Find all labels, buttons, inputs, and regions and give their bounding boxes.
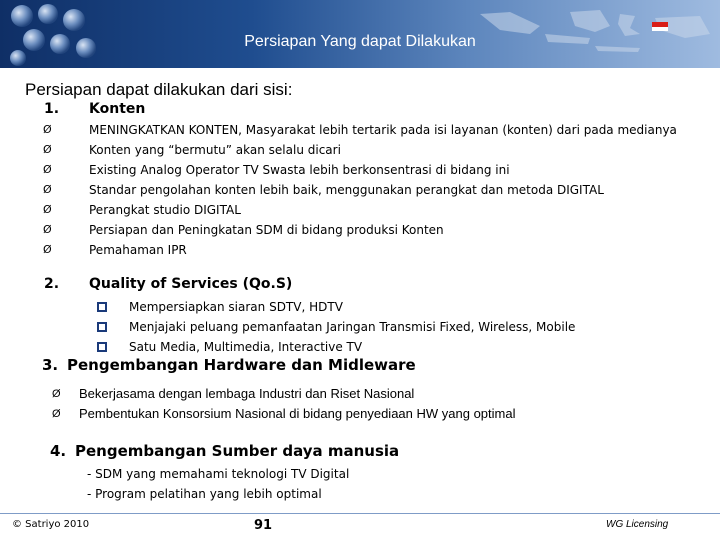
footer-divider	[0, 513, 720, 514]
footer-org: WG Licensing	[606, 519, 669, 530]
header-banner	[0, 0, 720, 68]
arrow-bullet-icon: Ø	[43, 123, 52, 136]
section-3-heading	[0, 356, 720, 376]
arrow-bullet-icon: Ø	[43, 143, 52, 156]
page-number: 91	[254, 518, 273, 533]
arrow-bullet-icon: Ø	[43, 183, 52, 196]
section-2-list	[97, 297, 697, 357]
section-1-list	[0, 120, 720, 260]
arrow-bullet-icon: Ø	[52, 408, 61, 420]
square-bullet-icon	[97, 342, 107, 352]
square-bullet-icon	[97, 322, 107, 332]
section-title: Quality of Services (Qo.S)	[89, 276, 293, 292]
list-item: Ø Persiapan dan Peningkatan SDM di bidang produksi Konten	[0, 220, 720, 240]
page-title: Persiapan Yang dapat Dilakukan	[244, 33, 476, 50]
section-number: 2.	[44, 276, 60, 292]
arrow-bullet-icon: Ø	[43, 163, 52, 176]
section-number: 1.	[44, 101, 60, 117]
list-item: Ø Existing Analog Operator TV Swasta lebih berkonsentrasi di bidang ini	[0, 160, 720, 180]
list-item: Ø Standar pengolahan konten lebih baik, menggunakan perangkat dan metoda DIGITAL	[0, 180, 720, 200]
list-item: Mempersiapkan siaran SDTV, HDTV	[97, 297, 697, 317]
list-item: Ø Perangkat studio DIGITAL	[0, 200, 720, 220]
section-title: Konten	[89, 101, 146, 117]
section-2-heading	[0, 276, 720, 296]
footer-copyright: © Satriyo 2010	[12, 519, 90, 530]
arrow-bullet-icon: Ø	[43, 203, 52, 216]
list-item: Ø MENINGKATKAN KONTEN, Masyarakat lebih tertarik pada isi layanan (konten) dari pada medianya	[0, 120, 720, 140]
list-item: Ø Bekerjasama dengan lembaga Industri dan Riset Nasional	[0, 384, 720, 404]
section-number: 4.	[50, 442, 67, 460]
arrow-bullet-icon: Ø	[43, 223, 52, 236]
section-1-heading	[0, 101, 720, 121]
arrow-bullet-icon: Ø	[52, 388, 61, 400]
section-title: Pengembangan Sumber daya manusia	[75, 442, 400, 460]
list-item: - Program pelatihan yang lebih optimal	[87, 487, 322, 501]
section-4-heading	[0, 442, 720, 462]
list-item: Ø Pembentukan Konsorsium Nasional di bidang penyediaan HW yang optimal	[0, 404, 720, 424]
subtitle: Persiapan dapat dilakukan dari sisi:	[25, 80, 293, 99]
list-item: Ø Konten yang “bermutu” akan selalu dicari	[0, 140, 720, 160]
indonesia-flag-icon	[652, 22, 668, 31]
list-item: Ø Pemahaman IPR	[0, 240, 720, 260]
arrow-bullet-icon: Ø	[43, 243, 52, 256]
section-3-list	[0, 384, 720, 424]
list-item: Menjajaki peluang pemanfaatan Jaringan Transmisi Fixed, Wireless, Mobile	[97, 317, 697, 337]
section-number: 3.	[42, 356, 59, 374]
list-item: Satu Media, Multimedia, Interactive TV	[97, 337, 697, 357]
square-bullet-icon	[97, 302, 107, 312]
section-title: Pengembangan Hardware dan Midleware	[67, 356, 416, 374]
list-item: - SDM yang memahami teknologi TV Digital	[87, 467, 350, 481]
